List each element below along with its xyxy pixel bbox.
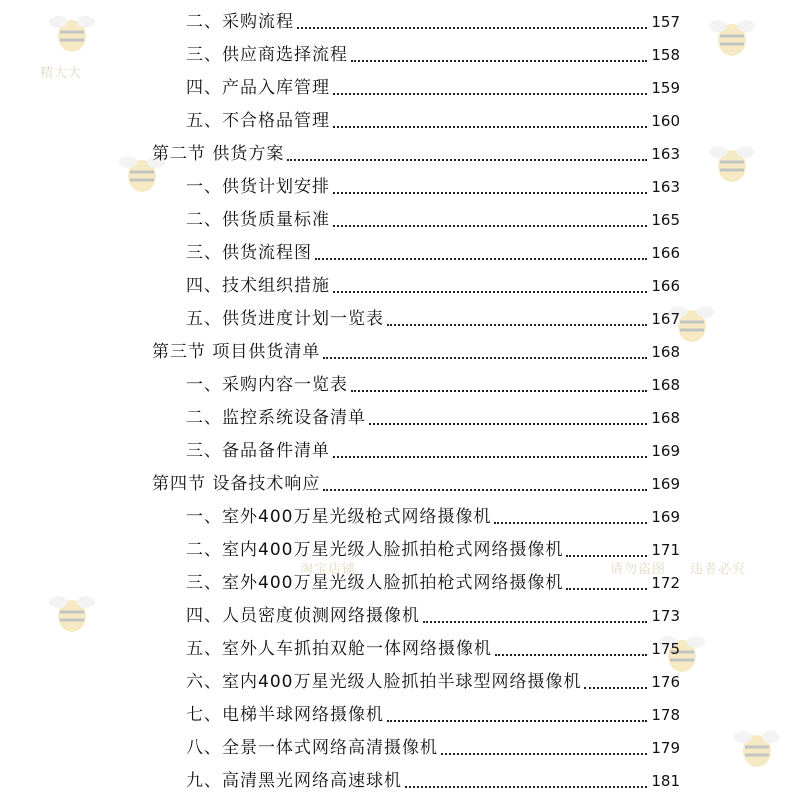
watermark-caption: 请勿盗图 bbox=[610, 562, 667, 577]
toc-entry-page: 169 bbox=[651, 442, 680, 460]
toc-leader-dots bbox=[297, 27, 647, 29]
toc-entry-title: 九、高清黑光网络高速球机 bbox=[186, 771, 402, 791]
toc-entry-title: 五、室外人车抓拍双舱一体网络摄像机 bbox=[186, 639, 492, 659]
toc-entry-page: 178 bbox=[651, 706, 680, 724]
toc-entry-title: 二、室内400万星光级人脸抓拍枪式网络摄像机 bbox=[186, 540, 564, 560]
toc-entry[interactable] bbox=[186, 594, 680, 627]
toc-entry[interactable] bbox=[186, 33, 680, 66]
toc-entry-title: 五、不合格品管理 bbox=[186, 111, 330, 131]
toc-entry-page: 176 bbox=[651, 673, 680, 691]
toc-leader-dots bbox=[323, 489, 647, 491]
toc-entry[interactable] bbox=[186, 231, 680, 264]
toc-leader-dots bbox=[441, 753, 647, 755]
toc-entry-page: 172 bbox=[651, 574, 680, 592]
toc-entry-title: 二、供货质量标准 bbox=[186, 210, 330, 230]
toc-entry-page: 166 bbox=[651, 277, 680, 295]
toc-entry-page: 169 bbox=[651, 475, 680, 493]
toc-entry-title: 四、产品入库管理 bbox=[186, 78, 330, 98]
toc-entry-page: 173 bbox=[651, 607, 680, 625]
toc-entry-title: 八、全景一体式网络高清摄像机 bbox=[186, 738, 438, 758]
toc-entry[interactable] bbox=[186, 495, 680, 528]
toc-entry-title: 四、人员密度侦测网络摄像机 bbox=[186, 606, 420, 626]
toc-leader-dots bbox=[494, 522, 647, 524]
toc-entry-title: 三、供货流程图 bbox=[186, 243, 312, 263]
toc-entry-title: 七、电梯半球网络摄像机 bbox=[186, 705, 384, 725]
toc-entry[interactable] bbox=[186, 759, 680, 792]
toc-entry[interactable] bbox=[186, 297, 680, 330]
toc-entry[interactable] bbox=[186, 660, 680, 693]
toc-leader-dots bbox=[351, 60, 647, 62]
toc-entry-page: 169 bbox=[651, 508, 680, 526]
toc-entry-page: 163 bbox=[651, 145, 680, 163]
toc-entry-page: 179 bbox=[651, 739, 680, 757]
toc-entry-title: 五、供货进度计划一览表 bbox=[186, 309, 384, 329]
watermark-caption: 淘宝店铺 bbox=[300, 562, 357, 577]
toc-leader-dots bbox=[495, 654, 647, 656]
toc-entry-page: 171 bbox=[651, 541, 680, 559]
toc-entry-page: 165 bbox=[651, 211, 680, 229]
toc-entry-page: 168 bbox=[651, 409, 680, 427]
toc-leader-dots bbox=[287, 159, 647, 161]
toc-entry[interactable] bbox=[186, 66, 680, 99]
toc-leader-dots bbox=[333, 456, 647, 458]
toc-leader-dots bbox=[315, 258, 647, 260]
toc-entry-title: 一、采购内容一览表 bbox=[186, 375, 348, 395]
watermark-caption: 违者必究 bbox=[690, 562, 747, 577]
toc-entry-page: 168 bbox=[651, 376, 680, 394]
toc-leader-dots bbox=[333, 93, 647, 95]
toc-entry[interactable] bbox=[186, 396, 680, 429]
toc-entry-title: 六、室内400万星光级人脸抓拍半球型网络摄像机 bbox=[186, 672, 582, 692]
toc-entry-page: 175 bbox=[651, 640, 680, 658]
toc-entry[interactable] bbox=[186, 363, 680, 396]
toc-section-heading[interactable] bbox=[152, 132, 680, 165]
toc-entry-title: 第二节 供货方案 bbox=[152, 144, 285, 164]
toc-leader-dots bbox=[566, 588, 647, 590]
toc-leader-dots bbox=[369, 423, 647, 425]
toc-entry-title: 二、监控系统设备清单 bbox=[186, 408, 366, 428]
toc-leader-dots bbox=[333, 291, 647, 293]
toc-leader-dots bbox=[584, 687, 647, 689]
toc-leader-dots bbox=[333, 126, 647, 128]
toc-entry[interactable] bbox=[186, 726, 680, 759]
toc-entry[interactable] bbox=[186, 264, 680, 297]
toc-entry[interactable] bbox=[186, 0, 680, 33]
toc-section-heading[interactable] bbox=[152, 462, 680, 495]
toc-leader-dots bbox=[405, 786, 647, 788]
toc-entry-page: 160 bbox=[651, 112, 680, 130]
toc-entry[interactable] bbox=[186, 198, 680, 231]
toc-entry-title: 一、供货计划安排 bbox=[186, 177, 330, 197]
toc-entry-page: 167 bbox=[651, 310, 680, 328]
toc-entry[interactable] bbox=[186, 693, 680, 726]
toc-entry-title: 第四节 设备技术响应 bbox=[152, 474, 321, 494]
toc-entry-title: 三、室外400万星光级人脸抓拍枪式网络摄像机 bbox=[186, 573, 564, 593]
toc-leader-dots bbox=[323, 357, 647, 359]
toc-entry-page: 159 bbox=[651, 79, 680, 97]
toc-section-heading[interactable] bbox=[152, 330, 680, 363]
toc-entry[interactable] bbox=[186, 627, 680, 660]
toc-entry-page: 166 bbox=[651, 244, 680, 262]
toc-entry-page: 158 bbox=[651, 46, 680, 64]
toc-entry[interactable] bbox=[186, 561, 680, 594]
toc-entry-title: 三、供应商选择流程 bbox=[186, 45, 348, 65]
toc-entry-title: 二、采购流程 bbox=[186, 12, 294, 32]
toc-leader-dots bbox=[387, 720, 647, 722]
toc-entry[interactable] bbox=[186, 429, 680, 462]
toc-entry-page: 168 bbox=[651, 343, 680, 361]
watermark-logo-text: 精大大 bbox=[40, 66, 83, 81]
toc-leader-dots bbox=[333, 192, 647, 194]
toc-entry[interactable] bbox=[186, 528, 680, 561]
toc-entry[interactable] bbox=[186, 99, 680, 132]
toc-entry[interactable] bbox=[186, 165, 680, 198]
toc-leader-dots bbox=[351, 390, 647, 392]
toc-entry-title: 四、技术组织措施 bbox=[186, 276, 330, 296]
toc-entry-title: 一、室外400万星光级枪式网络摄像机 bbox=[186, 507, 492, 527]
toc-entry-page: 163 bbox=[651, 178, 680, 196]
toc-entry-page: 157 bbox=[651, 13, 680, 31]
toc-leader-dots bbox=[333, 225, 647, 227]
toc-leader-dots bbox=[423, 621, 647, 623]
toc-leader-dots bbox=[566, 555, 647, 557]
toc-leader-dots bbox=[387, 324, 647, 326]
toc-entry-page: 181 bbox=[651, 772, 680, 790]
toc-entry-title: 三、备品备件清单 bbox=[186, 441, 330, 461]
toc-entry-title: 第三节 项目供货清单 bbox=[152, 342, 321, 362]
